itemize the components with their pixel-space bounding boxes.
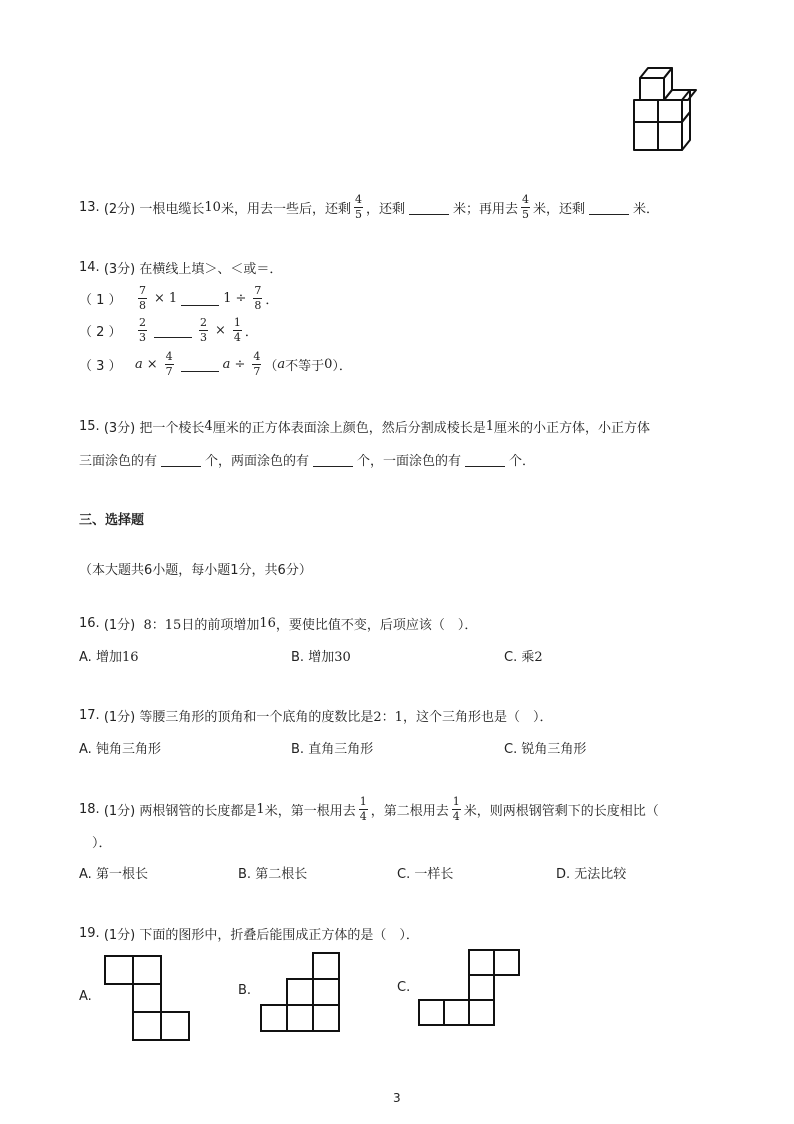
q14-item-3-zero: 0: [324, 356, 333, 372]
q14-item-1-value: 1: [168, 290, 178, 306]
q13-text-2: 米，用去一些后，还剩: [220, 201, 351, 217]
q14-item-2-frac-b1: $\frac{2}{3}$: [200, 315, 207, 344]
q14-item-2-label: （ 2 ）: [79, 324, 122, 340]
q14-item-1-b-value: 1: [223, 290, 232, 306]
q16-option-a[interactable]: A. 增加16: [79, 650, 139, 665]
q14-item-2-frac-b2: $\frac{1}{4}$: [233, 315, 241, 344]
q14-item-2-end: ．: [244, 324, 258, 340]
q13-points: (2分): [103, 201, 136, 217]
q15-blank-3[interactable]: [465, 452, 505, 467]
q14-item-1-blank[interactable]: [181, 291, 219, 306]
q14-item-3-paren-open: （: [264, 358, 278, 374]
q15-text-e: 个，两面涂色的有: [205, 453, 310, 469]
q15-text-f: 个，一面涂色的有: [357, 453, 462, 469]
q19-option-c-label[interactable]: C.: [397, 980, 411, 995]
q17-stem-b: ，这个三角形也是（ ）．: [402, 709, 553, 725]
q14-item-1-frac-b: $\frac{7}{8}$: [254, 283, 262, 312]
q13-fraction-1: $\frac{4}{5}$: [354, 192, 362, 221]
q19-number: 19.: [79, 925, 100, 941]
q14-item-1-label: （ 1 ）: [79, 292, 122, 308]
q14-item-1-frac-a: $\frac{7}{8}$: [139, 283, 146, 312]
q13-text-6: 米．: [633, 201, 660, 217]
q14-item-3-note: 不等于: [285, 358, 325, 374]
q19-option-a-label[interactable]: A.: [79, 989, 92, 1004]
q13-text-4: 米；再用去: [452, 201, 518, 217]
q14-item-2: [79, 316, 258, 344]
q14-item-3-frac-b: $\frac{4}{7}$: [253, 349, 261, 378]
q14-item-2-frac-a: $\frac{2}{3}$: [139, 315, 146, 344]
q15-text-a: 把一个棱长: [139, 420, 205, 436]
q18-points: (1分): [103, 803, 136, 819]
q14-item-3: [79, 350, 352, 378]
question-18-line-1: [79, 792, 659, 826]
question-15-line-2: [79, 449, 535, 469]
q18-stem-c: ，第二根用去: [370, 803, 449, 819]
q18-length: 1: [256, 801, 265, 817]
q17-ratio: 2：1: [373, 709, 403, 725]
q14-item-3-var: a: [135, 356, 143, 372]
q18-fraction-1: $\frac{1}{4}$: [359, 794, 367, 823]
q15-edge-big: 4: [204, 418, 213, 434]
q16-stem-b: ，要使比值不变，后项应该（ ）．: [275, 617, 478, 633]
q17-points: (1分): [103, 709, 136, 725]
divide-sign: ÷: [234, 356, 246, 372]
q14-item-1-end: ．: [265, 292, 279, 308]
q18-stem-b: 米，第一根用去: [264, 803, 356, 819]
q19-option-a-net[interactable]: [104, 954, 194, 1044]
q14-item-3-frac-a: $\frac{4}{7}$: [165, 349, 173, 378]
question-13: [79, 190, 659, 224]
q13-blank-2[interactable]: [589, 200, 629, 215]
q13-length: 10: [204, 199, 221, 215]
q18-option-d[interactable]: D. 无法比较: [556, 867, 627, 882]
q14-item-3-label: （ 3 ）: [79, 358, 122, 374]
divide-sign: ÷: [235, 290, 247, 306]
stacked-cubes-figure: [632, 66, 702, 156]
section-note: （本大题共6小题，每小题1分，共6分）: [79, 563, 312, 578]
q14-item-2-blank[interactable]: [154, 323, 192, 338]
q15-blank-1[interactable]: [161, 452, 201, 467]
q13-text-5: 米，还剩: [533, 201, 586, 217]
q17-stem-a: 等腰三角形的顶角和一个底角的度数比是: [139, 709, 374, 725]
question-19: [79, 923, 419, 943]
q15-number: 15.: [79, 418, 100, 434]
q19-option-b-net[interactable]: [260, 952, 344, 1032]
q15-edge-small: 1: [485, 418, 494, 434]
q15-text-d: 三面涂色的有: [79, 453, 158, 469]
page-number: 3: [393, 1091, 401, 1105]
q18-option-a[interactable]: A. 第一根长: [79, 867, 148, 882]
q18-stem-d: 米，则两根钢管剩下的长度相比（: [463, 803, 659, 819]
q18-stem-a: 两根钢管的长度都是: [139, 803, 257, 819]
q19-option-b-label[interactable]: B.: [238, 983, 252, 998]
q15-points: (3分): [103, 420, 136, 436]
q15-text-g: 个．: [509, 453, 536, 469]
question-15-line-1: [79, 416, 650, 436]
q13-number: 13.: [79, 199, 100, 215]
q18-option-c[interactable]: C. 一样长: [397, 867, 454, 882]
q14-item-3-blank[interactable]: [181, 357, 219, 372]
q13-fraction-2: $\frac{4}{5}$: [522, 192, 529, 221]
q17-number: 17.: [79, 707, 100, 723]
q13-blank-1[interactable]: [409, 200, 449, 215]
q14-item-3-var2: a: [222, 356, 231, 372]
q17-option-a[interactable]: A. 钝角三角形: [79, 742, 161, 757]
q17-option-b[interactable]: B. 直角三角形: [291, 742, 374, 757]
q14-points: (3分): [103, 261, 136, 277]
q13-text-1: 一根电缆长: [139, 201, 205, 217]
q16-number: 16.: [79, 615, 100, 631]
times-sign: ×: [154, 290, 165, 306]
q16-stem-a: 日的前项增加: [181, 617, 260, 633]
question-14: [79, 258, 282, 276]
q19-points: (1分): [103, 927, 136, 943]
q15-text-b: 厘米的正方体表面涂上颜色，然后分割成棱长是: [212, 420, 486, 436]
times-sign: ×: [215, 322, 226, 338]
q16-ratio: 8：15: [143, 617, 182, 633]
q16-option-b[interactable]: B. 增加30: [291, 650, 351, 665]
q18-stem-e: ）．: [92, 836, 112, 851]
q16-option-c[interactable]: C. 乘2: [504, 650, 543, 665]
q15-text-c: 厘米的小正方体，小正方体: [493, 420, 650, 436]
question-16: [79, 613, 477, 633]
q19-stem: 下面的图形中，折叠后能围成正方体的是（ ）．: [139, 927, 419, 943]
question-17: [79, 705, 552, 725]
q13-text-3: ，还剩: [365, 201, 405, 217]
q14-item-3-var3: a: [277, 356, 286, 372]
q14-item-1: [79, 284, 278, 312]
q14-item-3-paren-close: ）．: [332, 358, 352, 374]
q18-option-b[interactable]: B. 第二根长: [238, 867, 308, 882]
q14-number: 14.: [79, 259, 100, 275]
section-title: 三、选择题: [79, 513, 145, 528]
q15-blank-2[interactable]: [313, 452, 353, 467]
q19-option-c-net[interactable]: [417, 949, 527, 1029]
q18-fraction-2: $\frac{1}{4}$: [452, 794, 460, 823]
times-sign: ×: [146, 356, 158, 372]
q16-increase: 16: [259, 615, 276, 631]
q14-stem: 在横线上填＞、＜或＝．: [139, 261, 283, 277]
q16-points: (1分): [103, 617, 136, 633]
q18-number: 18.: [79, 801, 100, 817]
q17-option-c[interactable]: C. 锐角三角形: [504, 742, 587, 757]
